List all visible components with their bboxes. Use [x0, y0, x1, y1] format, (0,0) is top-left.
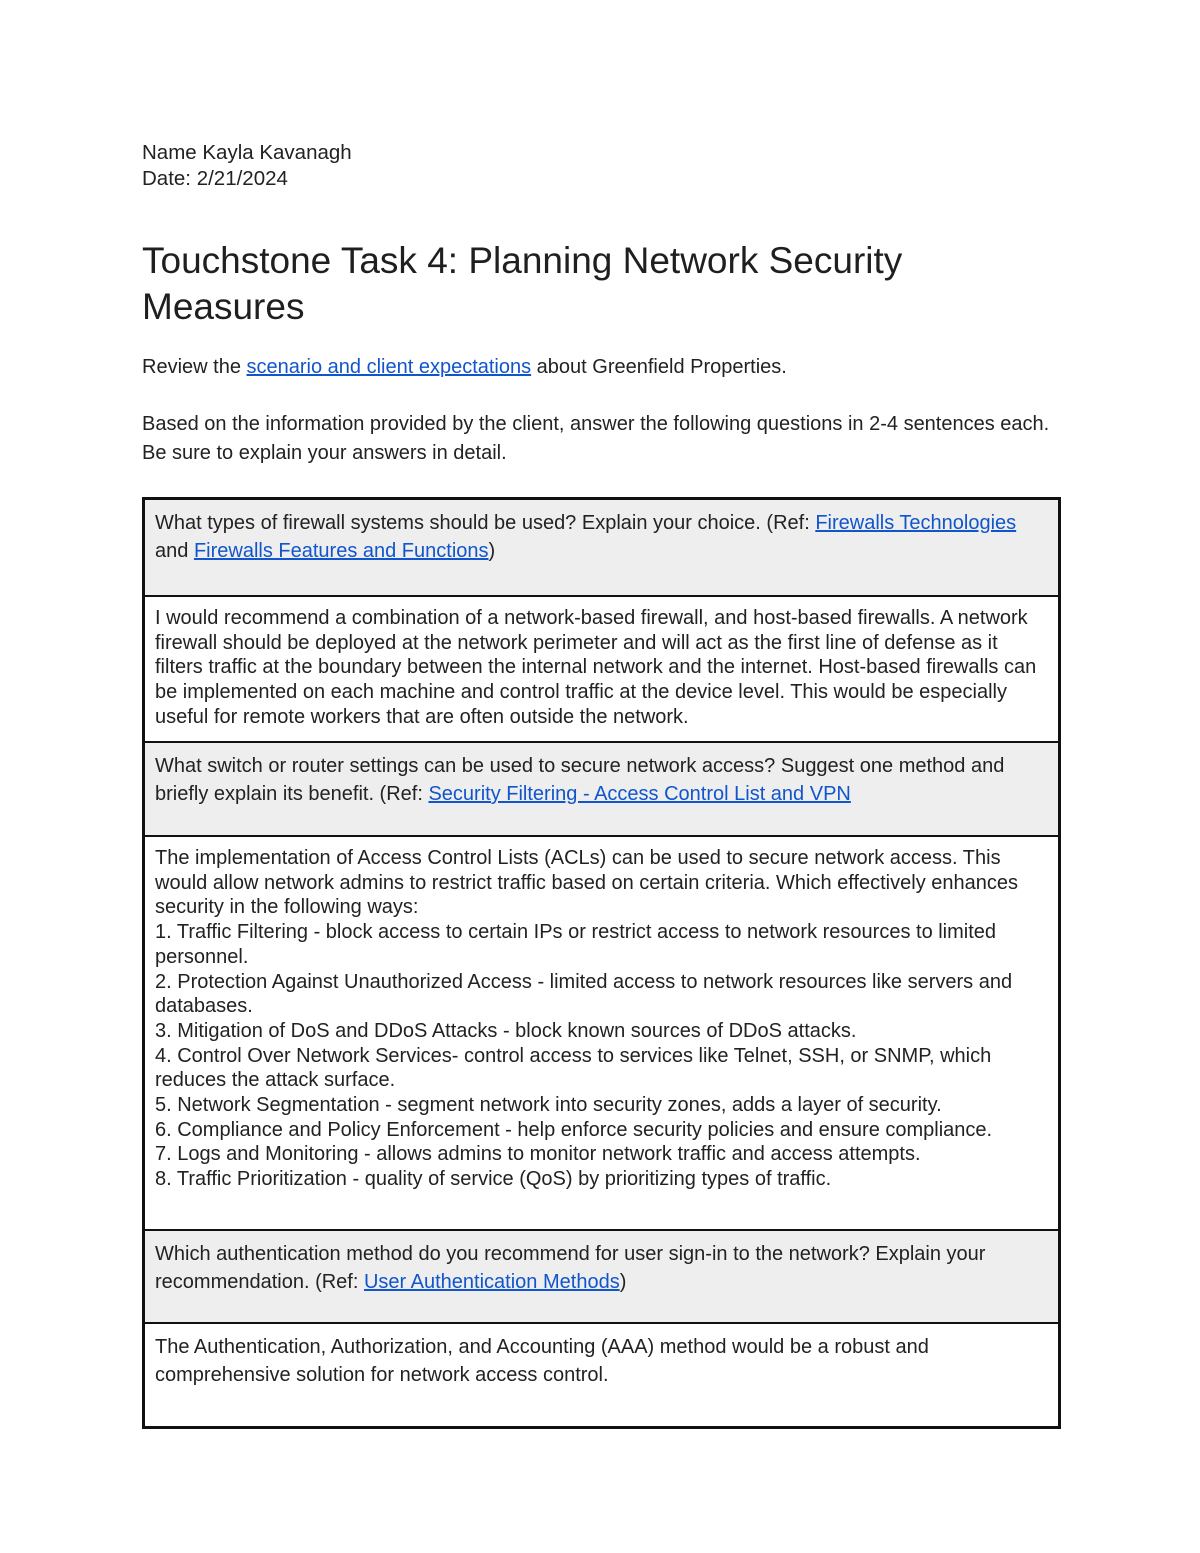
- questions-table: [142, 497, 1061, 1429]
- list-item: 8. Traffic Prioritization - quality of service (QoS) by prioritizing types of traffic.: [155, 1168, 832, 1191]
- scenario-link[interactable]: scenario and client expectations: [246, 356, 532, 378]
- question-1-mid: and: [155, 540, 194, 562]
- question-3-text: Which authentication method do you recommend for user sign-in to the network? Explain your recommendation. (Ref:: [155, 1243, 986, 1293]
- question-3-end: ): [619, 1271, 627, 1293]
- user-authentication-link[interactable]: User Authentication Methods: [363, 1271, 620, 1293]
- list-item: 6. Compliance and Policy Enforcement - help enforce security policies and ensure compliance.: [155, 1118, 993, 1141]
- answer-2-intro: The implementation of Access Control Lists (ACLs) can be used to secure network access. This would allow network admins to restrict traffic based on certain criteria. Which effectively enhances security in the following ways:: [155, 847, 1018, 919]
- student-name: Name Kayla Kavanagh: [142, 141, 352, 164]
- list-item: 2. Protection Against Unauthorized Access - limited access to network resources like servers and databases.: [155, 970, 1013, 1018]
- list-item: 7. Logs and Monitoring - allows admins to monitor network traffic and access attempts.: [155, 1143, 921, 1166]
- list-item: 3. Mitigation of DoS and DDoS Attacks - block known sources of DDoS attacks.: [155, 1019, 857, 1042]
- firewalls-features-link[interactable]: Firewalls Features and Functions: [193, 540, 489, 562]
- answer-cell-3: The Authentication, Authorization, and Accounting (AAA) method would be a robust and comprehensive solution for network access control.: [145, 1322, 1058, 1426]
- firewalls-technologies-link[interactable]: Firewalls Technologies: [815, 512, 1017, 534]
- intro-suffix: about Greenfield Properties.: [531, 356, 787, 378]
- question-cell-3: [145, 1229, 1058, 1322]
- question-cell-1: [145, 500, 1058, 595]
- document-body: [142, 140, 1062, 1429]
- submission-date: Date: 2/21/2024: [142, 167, 288, 190]
- instructions-paragraph: Based on the information provided by the client, answer the following questions in 2-4 sentences each. Be sure to explain your answers in detail.: [142, 413, 1050, 464]
- question-1-text: What types of firewall systems should be used? Explain your choice. (Ref:: [155, 512, 816, 534]
- list-item: 4. Control Over Network Services- control access to services like Telnet, SSH, or SNMP, which reduces the attack surface.: [155, 1044, 992, 1092]
- list-item: 5. Network Segmentation - segment network into security zones, adds a layer of security.: [155, 1094, 942, 1117]
- page-title: Touchstone Task 4: Planning Network Security Measures: [142, 240, 903, 327]
- question-2-text: What switch or router settings can be used to secure network access? Suggest one method and briefly explain its benefit. (Ref:: [155, 755, 1005, 805]
- question-cell-2: [145, 741, 1058, 835]
- intro-prefix: Review the: [142, 356, 247, 378]
- security-filtering-link[interactable]: Security Filtering - Access Control List and VPN: [428, 783, 851, 805]
- answer-cell-2: [145, 835, 1058, 1229]
- list-item: 1. Traffic Filtering - block access to certain IPs or restrict access to network resources to limited personnel.: [155, 921, 997, 968]
- question-1-end: ): [488, 540, 496, 562]
- answer-cell-1: I would recommend a combination of a network-based firewall, and host-based firewalls. A network firewall should be deployed at the network perimeter and will act as the first line of defense as it filters traffic at the boundary between the internal network and the internet. Host-based firewalls can be implemented on each machine and control traffic at the device level. This would be especially useful for remote workers that are often outside the network.: [145, 595, 1058, 741]
- intro-paragraph: [142, 353, 1062, 382]
